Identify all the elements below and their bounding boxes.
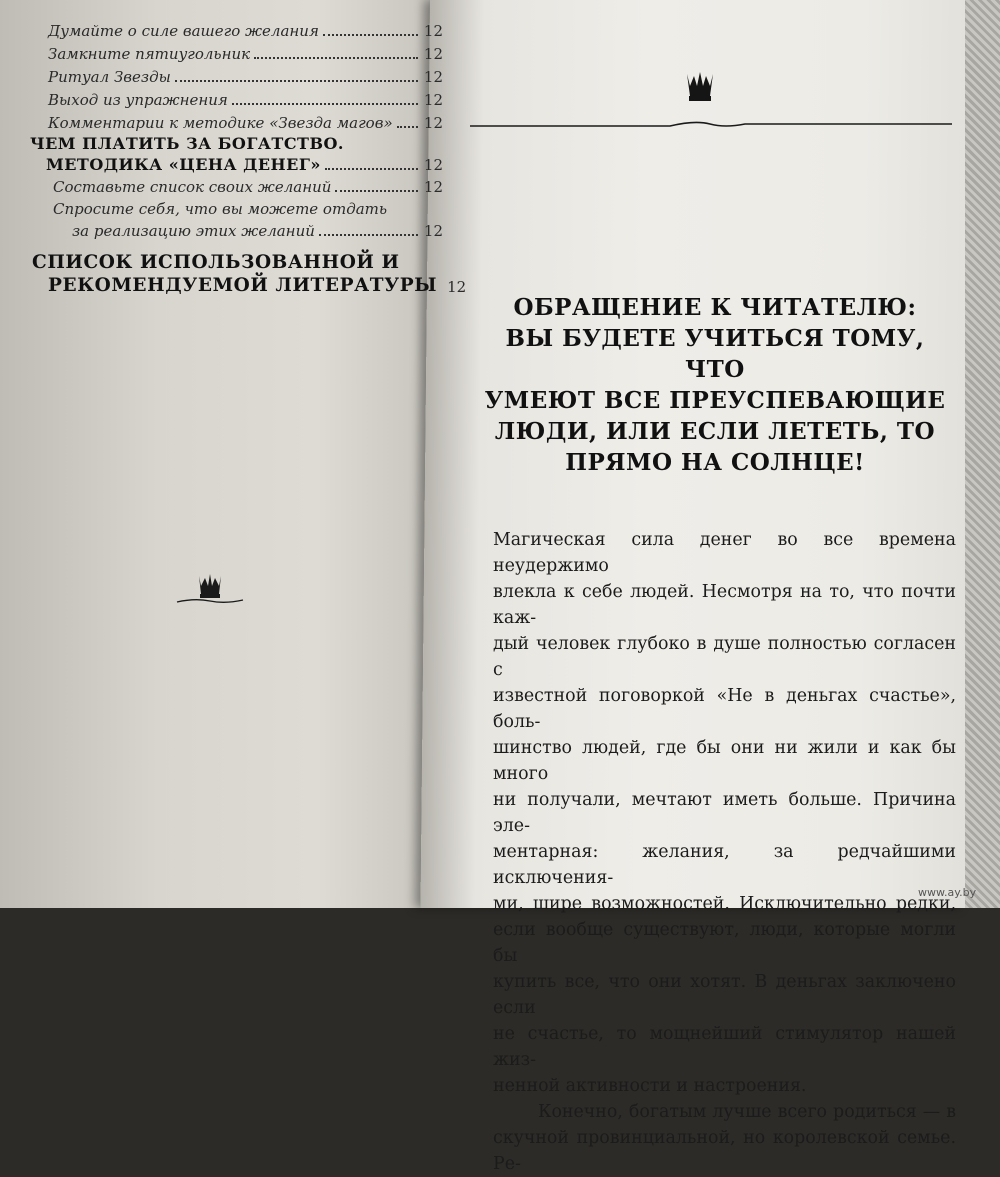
body-line: купить все, что они хотят. В деньгах заключено если — [493, 972, 956, 1018]
toc-entry — [72, 222, 443, 240]
body-line: скучной провинциальной, но королевской семье. Ре- — [493, 1128, 956, 1174]
toc-page-number: 12 — [423, 114, 443, 132]
toc-entry-text: Спросите себя, что вы можете отдать — [53, 200, 388, 218]
toc-section-heading: ЧЕМ ПЛАТИТЬ ЗА БОГАТСТВО. — [30, 134, 344, 153]
crown-ornament-icon — [175, 568, 245, 612]
chapter-title — [480, 292, 950, 478]
body-line: ненной активности и настроения. — [493, 1076, 807, 1096]
toc-entry — [53, 178, 443, 196]
toc-entry — [53, 200, 443, 218]
toc-section-heading: СПИСОК ИСПОЛЬЗОВАННОЙ И — [32, 252, 400, 273]
chapter-title-line: ЛЮДИ, ИЛИ ЕСЛИ ЛЕТЕТЬ, ТО — [494, 418, 936, 445]
crown-ornament-icon — [665, 68, 735, 112]
toc-entry-text: Выход из упражнения — [48, 91, 228, 109]
toc-entry-text: Ритуал Звезды — [48, 68, 171, 86]
toc-section-heading-line — [48, 275, 467, 296]
body-line: ми, шире возможностей. Исключительно редки, — [493, 894, 956, 914]
dot-leader — [323, 34, 418, 36]
toc-entry-text: Комментарии к методике «Звезда магов» — [48, 114, 393, 132]
toc-page-number: 12 — [423, 222, 443, 240]
chapter-title-line: УМЕЮТ ВСЕ ПРЕУСПЕВАЮЩИЕ — [484, 387, 946, 414]
toc-entry — [48, 68, 443, 86]
body-line: дый человек глубоко в душе полностью согласен с — [493, 634, 956, 680]
chapter-title-line: ПРЯМО НА СОЛНЦЕ! — [565, 449, 865, 476]
dot-leader — [254, 57, 418, 59]
toc-entry-text: Составьте список своих желаний — [53, 178, 332, 196]
body-line: шинство людей, где бы они ни жили и как бы много — [493, 738, 956, 784]
toc-page-number: 12 — [423, 22, 443, 40]
toc-page-number: 12 — [423, 68, 443, 86]
header-rule — [470, 115, 952, 134]
dot-leader — [397, 126, 418, 128]
toc-entry — [48, 91, 443, 109]
body-paragraphs — [493, 527, 956, 1177]
toc-entry-text: за реализацию этих желаний — [72, 222, 315, 240]
dot-leader — [325, 168, 418, 170]
toc-entry-text: Замкните пятиугольник — [48, 45, 251, 63]
toc-entry — [48, 22, 443, 40]
dot-leader — [335, 190, 418, 192]
chapter-title-line: ОБРАЩЕНИЕ К ЧИТАТЕЛЮ: — [513, 294, 917, 321]
body-line: ни получали, мечтают иметь больше. Причина эле- — [493, 790, 956, 836]
dot-leader — [319, 234, 418, 236]
toc-page-number: 12 — [423, 156, 443, 174]
toc-entry — [48, 114, 443, 132]
toc-entry-text: Думайте о силе вашего желания — [48, 22, 319, 40]
dot-leader — [232, 103, 418, 105]
body-line: ментарная: желания, за редчайшими исключения- — [493, 842, 956, 888]
dot-leader — [175, 80, 418, 82]
toc-page-number: 12 — [423, 91, 443, 109]
toc-entry — [48, 45, 443, 63]
watermark: www.ay.by — [918, 886, 977, 899]
toc-section-heading-text: МЕТОДИКА «ЦЕНА ДЕНЕГ» — [46, 155, 321, 174]
body-line: влекла к себе людей. Несмотря на то, что почти каж- — [493, 582, 956, 628]
body-line: известной поговоркой «Не в деньгах счастье», боль- — [493, 686, 956, 732]
toc-section-heading-text: РЕКОМЕНДУЕМОЙ ЛИТЕРАТУРЫ — [48, 275, 438, 296]
toc-page-number: 12 — [423, 178, 443, 196]
toc-page-number: 12 — [447, 278, 467, 296]
toc-page-number: 12 — [423, 45, 443, 63]
body-line: Магическая сила денег во все времена неудержимо — [493, 530, 956, 576]
background-fabric — [965, 0, 1000, 908]
toc-section-heading-line — [46, 155, 443, 174]
body-line: не счастье, то мощнейший стимулятор нашей жиз- — [493, 1024, 956, 1070]
chapter-title-line: ВЫ БУДЕТЕ УЧИТЬСЯ ТОМУ, ЧТО — [505, 325, 925, 383]
body-line: если вообще существуют, люди, которые могли бы — [493, 920, 956, 966]
body-line: Конечно, богатым лучше всего родиться — в — [538, 1102, 956, 1122]
